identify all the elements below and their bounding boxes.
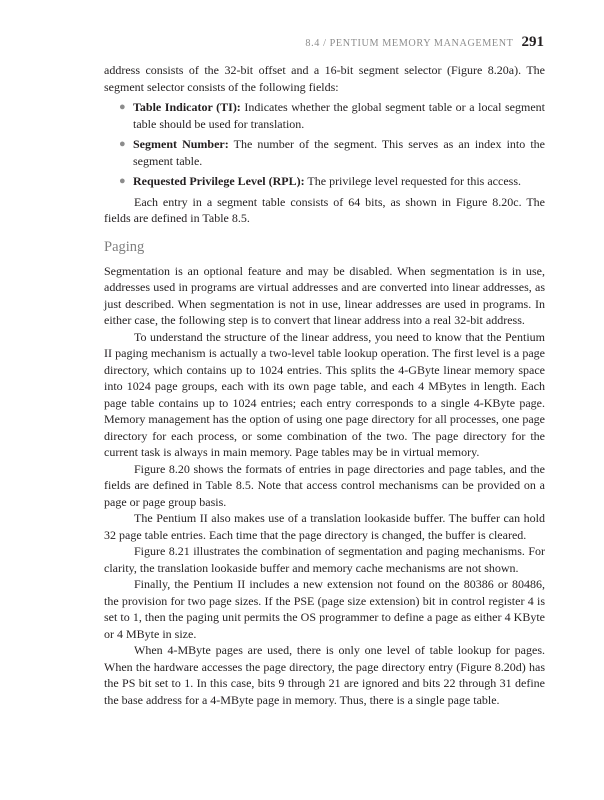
- segment-table-paragraph: Each entry in a segment table consists of 64 bits, as shown in Figure 8.20c. The fields are defined in Table 8.5.: [104, 194, 545, 225]
- paragraph: The Pentium II also makes use of a translation lookaside buffer. The buffer can hold 32 page table entries. Each time that the page directory is changed, the buffer is cleared.: [104, 511, 545, 542]
- bullet-icon: ●: [119, 101, 126, 113]
- paragraph: When 4-MByte pages are used, there is only one level of table lookup for pages. When the hardware accesses the page directory, the page directory entry (Figure 8.20d) has the PS bit set to 1. In this case, bits 9 through 21 are ignored and bits 22 through 31 define the base address for a 4-MByte page in memory. Thus, there is a single page table.: [104, 643, 545, 707]
- paragraph: Segmentation is an optional feature and may be disabled. When segmentation is in use, addresses used in programs are virtual addresses and are converted into linear addresses, as just described. When segmentation is not in use, linear addresses are used in programs. In either case, the following step is to convert that linear address into a real 32-bit address.: [104, 263, 545, 327]
- field-term: Segment Number:: [133, 137, 229, 151]
- body-text: [104, 62, 545, 708]
- list-item: [104, 173, 545, 190]
- paragraph: Figure 8.21 illustrates the combination of segmentation and paging mechanisms. For clarity, the translation lookaside buffer and memory cache mechanisms are not shown.: [104, 544, 545, 575]
- list-item: [104, 136, 545, 169]
- bullet-icon: ●: [119, 138, 126, 150]
- field-description: The number of the segment. This serves as an index into the segment table.: [133, 137, 545, 168]
- running-head-section: 8.4 / PENTIUM MEMORY MANAGEMENT: [305, 38, 514, 49]
- field-description: Indicates whether the global segment table or a local segment table should be used for translation.: [133, 100, 545, 131]
- bullet-icon: ●: [119, 175, 126, 187]
- running-head: [305, 34, 544, 51]
- paragraph: Finally, the Pentium II includes a new extension not found on the 80386 or 80486, the provision for two page sizes. If the PSE (page size extension) bit in control register 4 is set to 1, then the paging unit permits the OS programmer to define a page as either 4 KByte or 4 MByte in size.: [104, 577, 545, 641]
- field-description: The privilege level requested for this access.: [304, 174, 521, 188]
- page-number: 291: [521, 34, 544, 50]
- section-heading-paging: Paging: [104, 238, 145, 255]
- selector-field-list: [104, 99, 545, 190]
- field-term: Table Indicator (TI):: [133, 100, 241, 114]
- field-term: Requested Privilege Level (RPL):: [133, 174, 305, 188]
- paragraph: Figure 8.20 shows the formats of entries in page directories and page tables, and the fields are defined in Table 8.5. Note that access control mechanisms can be provided on a page or page group basis.: [104, 461, 545, 509]
- paragraph: To understand the structure of the linear address, you need to know that the Pentium II paging mechanism is actually a two-level table lookup operation. The first level is a page directory, which contains up to 1024 entries. This splits the 4-GByte linear memory space into 1024 page groups, each with its own page table, and each 4 MBytes in length. Each page table contains up to 1024 entries; each entry corresponds to a single 4-KByte page. Memory management has the option of using one page directory for all processes, one page directory for each process, or some combination of the two. The page directory for the current task is always in main memory. Page tables may be in virtual memory.: [104, 329, 545, 459]
- list-item: [104, 99, 545, 132]
- intro-paragraph: address consists of the 32-bit offset and a 16-bit segment selector (Figure 8.20a). The segment selector consists of the following fields:: [104, 63, 545, 94]
